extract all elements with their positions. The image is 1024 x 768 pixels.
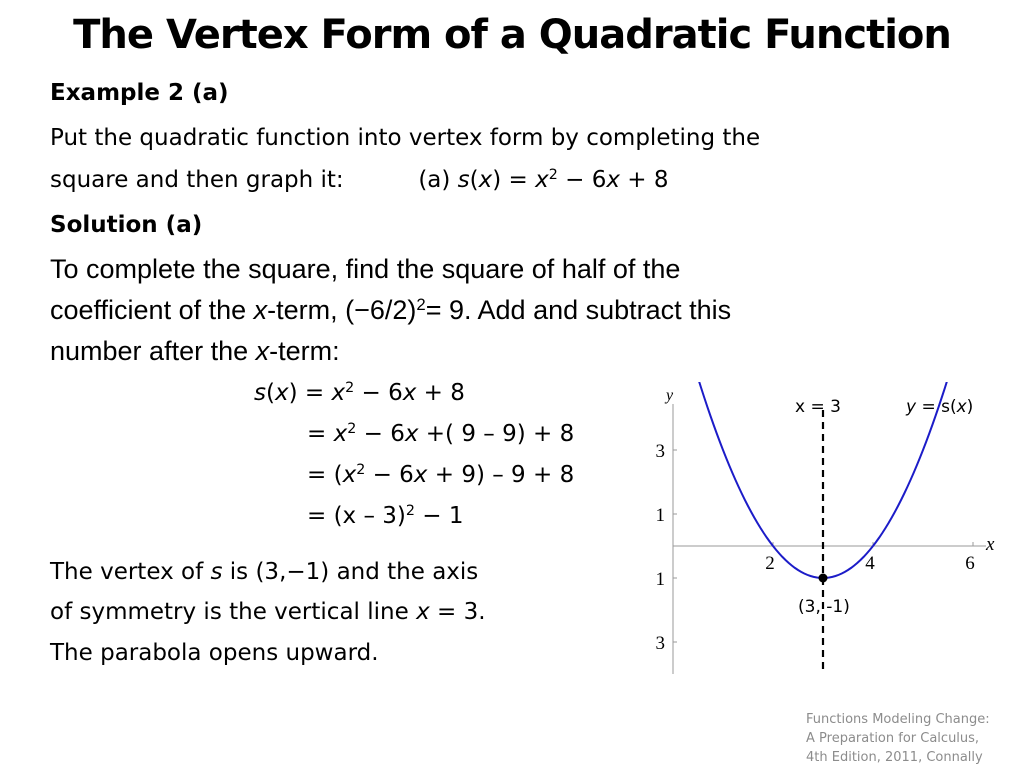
solution-heading: Solution (a)	[50, 212, 203, 238]
problem-line-1: Put the quadratic function into vertex form by completing the	[50, 125, 761, 151]
y-tick-label: 1	[655, 569, 665, 590]
example-heading: Example 2 (a)	[50, 80, 229, 106]
x-axis-label: x	[986, 534, 995, 555]
y-tick-label: 3	[655, 633, 665, 654]
symmetry-line-label: x = 3	[795, 397, 841, 417]
conclusion-line-1: The vertex of s is (3,−1) and the axis	[50, 559, 479, 585]
citation	[806, 710, 990, 767]
curve-label: y = s(x)	[906, 397, 974, 417]
derivation-line-2: = $x^2 - 6x$ +( 9 – 9) + 8	[307, 421, 575, 447]
slide-title: The Vertex Form of a Quadratic Function	[73, 12, 951, 58]
parabola-graph	[636, 382, 1006, 682]
citation-line-1: Functions Modeling Change:	[806, 712, 990, 727]
derivation-line-3: = $(x^2 - 6x + 9) - 9 + 8$	[307, 462, 575, 488]
derivation-line-4: = (x – 3)$^2$ − 1	[307, 503, 464, 529]
y-axis-label: y	[666, 387, 674, 404]
citation-line-3: 4th Edition, 2011, Connally	[806, 750, 983, 765]
x-tick-label: 4	[865, 553, 875, 574]
x-tick-label: 2	[765, 553, 775, 574]
citation-line-2: A Preparation for Calculus,	[806, 731, 980, 746]
problem-line-2-text: square and then graph it:	[50, 167, 344, 193]
vertex-label: (3, -1)	[798, 597, 850, 617]
vertex-point	[819, 574, 828, 583]
conclusion-line-2: of symmetry is the vertical line x = 3.	[50, 599, 486, 625]
derivation-line-1: $s(x) = x^2 - 6x + 8$	[254, 380, 465, 406]
problem-part-label: (a)	[418, 167, 451, 193]
problem-function: $s(x) = x^2 - 6x + 8$	[457, 167, 669, 193]
x-tick-label: 6	[965, 553, 975, 574]
y-tick-label: 1	[655, 505, 665, 526]
solution-line-2: coefficient of the x-term, $(-6/2)^2= 9$. Add and subtract this	[50, 294, 732, 325]
conclusion-line-3: The parabola opens upward.	[50, 640, 379, 666]
problem-line-2	[50, 167, 669, 193]
solution-line-3: number after the x-term:	[50, 336, 340, 366]
solution-line-1: To complete the square, find the square of half of the	[50, 254, 681, 284]
y-tick-label: 3	[655, 441, 665, 462]
